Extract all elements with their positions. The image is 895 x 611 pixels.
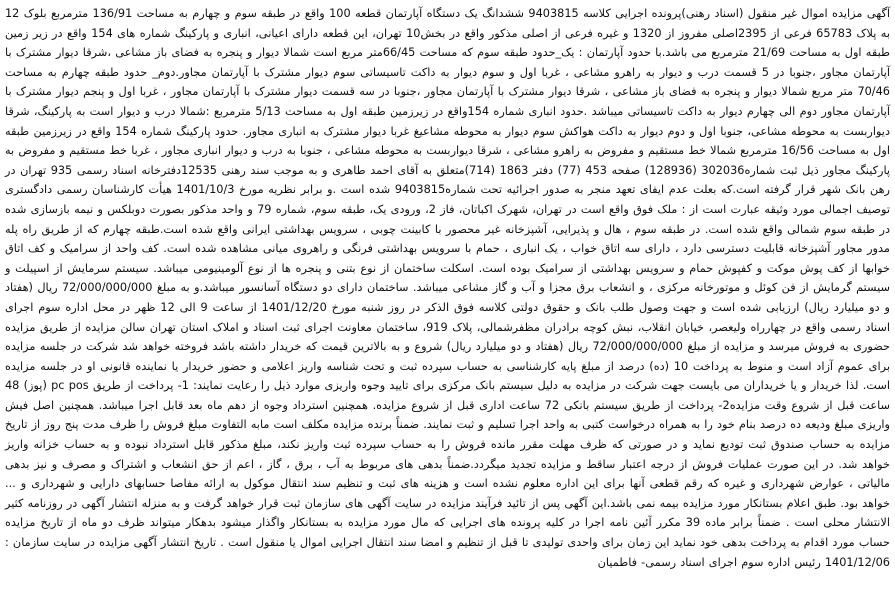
- auction-notice-text: آگهی مزایده اموال غیر منقول (اسناد رهنی)پرونده اجرایی کلاسه 9403815 ششدانگ یک دستگاه آپارتمان قطعه 100 واقع در طبقه سوم و چهارم به مساحت 136/91 مترمربع بلوک 12 به پلاک 65783 فرعی از 2395اصلی مفروز از 1320 و غیره فرعی از اصلی مذکور واقع در بخش10 تهران، این قطعه دارای اعیانی، انباری و پارکینگ شماره های 154 واقع در زیر زمین طبقه اول به مساحت 21/69 مترمربع می باشد.با حدود آپارتمان : یک_حدود طبقه سوم که مساحت 66/45متر مربع است شمالا دیوار و پنجره به فضای باز مشاعی ،شرقا دیوار مشترک با آپارتمان مجاور ،جنوبا در 5 قسمت درب و دیوار به راهرو مشاعی ، غربا اول و سوم دیوار به داکت تاسیساتی سوم دیوار مشترک با آپارتمان مجاور.دوم_ حدود طبقه چهارم به مساحت 70/46 متر مربع شمالا دیوار و پنجره به فضای باز مشاعی ، شرقا دیوار مشترک با آپارتمان مجاور ،جنوبا در سه قسمت دیوار مشترک با آپارتمان مجاور ، غربا اول و پنجم دیوار مشترک با آپارتمان مجاور دوم الی چهارم دیوار به داکت تاسیساتی میباشد .حدود انباری شماره 154واقع در زیرزمین طبقه اول به مساحت 5/13 مترمربع :شمالا درب و دیوار است به پارکینگ، شرقا دیواربست به محوطه مشاعی، جنوبا اول و دوم دیوار به داکت هواکش سوم دیوار به محوطه مشاعیغ غربا دیوار مشترک به انباری مجاور. حدود پارکینگ شماره 154 واقع در زیرزمین طبقه اول به مساحت 16/56 مترمربع شمالا خط مستقیم و مفروض به راهرو مشاعی ، شرقا دیواربست به محوطه مشاعی ، جنوبا به درب و دیوار انباری مجاور ، غربا خط مستقیم و مفروض به پارکینگ مجاور ذیل ثبت شماره302036 (128936) صفحه 453 (77) دفتر 1863 (714)متعلق به آقای احمد طاهری و به موجب سند رهنی 12535دفترخانه اسناد رسمی 935 تهران در رهن بانک شهر قرار گرفته است.که بعلت عدم ایفای تعهد منجر به صدور اجرائیه تحت شماره9403815 شده است .و برابر نظریه مورخ 1401/10/3 هیأت کارشناسان رسمی دادگستری توصیف اجمالی مورد وثیقه عبارت است از : ملک فوق واقع است در تهران، شهرک اکباتان، فاز 2، ورودی یک، طبقه سوم، شماره 79 و واحد مذکور بصورت دوبلکس و نیمه بازسازی شده در طبقه سوم شمالی واقع شده است. در طبقه سوم ، هال و پذیرایی، آشپزخانه غیر محصور با کابینت چوبی ، سرویس بهداشتی ایرانی واقع شده است.طبقه چهارم که از طریق راه پله مدور مجاور آشپزخانه قابلیت دسترسی دارد ، دارای سه اتاق خواب ، یک انباری ، حمام با سرویس بهداشتی فرنگی و راهروی میانی مشاهده شده است. کف واحد از سرامیک و کف اتاق خوابها از کف پوش موکت و کفپوش حمام و سرویس بهداشتی از سرامیک بوده است. اسکلت ساختمان از نوع بتنی و پنجره ها از نوع آلومینیومی میباشد. سیستم سرمایش از اسپیلت و سیستم گرمایش از فن کوئل و موتورخانه مرکزی ، و انشعاب برق مجزا و آب و گاز مشاعی میباشد. ساختمان دارای دو دستگاه آسانسور میباشد.و به مبلغ 72/000/000/000 ریال (هفتاد و دو میلیارد ریال) ارزیابی شده است و جهت وصول طلب بانک و حقوق دولتی کلاسه فوق الذکر در روز شنبه مورخ 1401/12/20 از ساعت 9 الی 12 ظهر در محل اداره سوم اجرای اسناد رسمی واقع در چهارراه ولیعصر، خیابان انقلاب، نبش کوچه برادران مظفرشمالی، پلاک 919، ساختمان معاونت اجرای ثبت اسناد و املاک استان تهران سالن مزایده از طریق مزایده حضوری به فروش میرسد و مزایده از مبلغ 72/000/000/000 ریال (هفتاد و دو میلیارد ریال) شروع و به بالاترین قیمت که خریدار داشته باشد فروخته خواهد شد شرکت در جلسه مزایده برای عموم آزاد است و منوط به پرداخت 10 (ده) درصد از مبلغ پایه کارشناسی به حساب سپرده ثبت و تحت شناسه واریز اعلامی و حضور خریدار یا نماینده قانونی او در جلسه مزایده است. لذا خریدار و یا خریداران می بایست جهت شرکت در مزایده به دلیل سیستم بانک مرکزی برای تایید وجوه واریزی موارد ذیل را رعایت نمایند: 1- پرداخت از طریق pc pos (پوز) 48 ساعت قبل از شروع وقت مزایده2- پرداخت از طریق سیستم بانکی 72 ساعت اداری قبل از شروع مزایده. همچنین استرداد وجوه از دهم ماه بعد قابل اجرا میباشد. همچنین اصل فیش واریزی مبلغ ودیعه ده درصد بنام خود را به همراه درخواست کتبی به واحد اجرا تسلیم و ثبت نمایند. ضمناً برنده مزایده مکلف است مابه التفاوت مبلغ فروش را ظرف مدت پنج روز از تاریخ مزایده به حساب صندوق ثبت تودیع نماید و در صورتی که ظرف مهلت مقرر مانده فروش را به حساب سپرده ثبت واریز نکند، مبلغ مذکور قابل استرداد نبوده و به حساب خزانه واریز خواهد شد. در این صورت عملیات فروش از درجه اعتبار ساقط و مزایده تجدید میگردد.ضمناً بدهی های مربوط به آب ، برق ، گاز ، اعم از حق انشعاب و اشتراک و مصرف و نیز بدهی مالیاتی ، عوارض شهرداری و غیره که رقم قطعی آنها برای این اداره معلوم نشده است و هزینه های ثبت و تنظیم سند انتقال موکول به ارائه مفاصا حسابهای دارایی و شهرداری و ... خواهد بود. طبق اعلام بستانکار مورد مزایده بیمه نمی باشد.این آگهی پس از تائید فرآیند مزایده در سایت آگهی های سازمان ثبت قرار خواهد گرفت و به منزله انتشار آگهی در روزنامه کثیر الانتشار محلی است . ضمناً برابر ماده 39 مکرر آئین نامه اجرا در کلیه پرونده های اجرایی که مال مورد مزایده به بستانکار واگذار میشود بدهکار میتواند ظرف دو ماه از تاریخ مزایده حساب مورد اقدام به پرداخت بدهی خود نماید این زمان برای واحدی تولیدی تا قبل از تنظیم و امضا سند انتقال اجرایی اموال یا منقول است . تاریخ انتشار آگهی مزایده در سایت سازمان : 1401/12/06 رئیس اداره سوم اجرای اسناد رسمی- فاطمیان: [5, 7, 891, 569]
